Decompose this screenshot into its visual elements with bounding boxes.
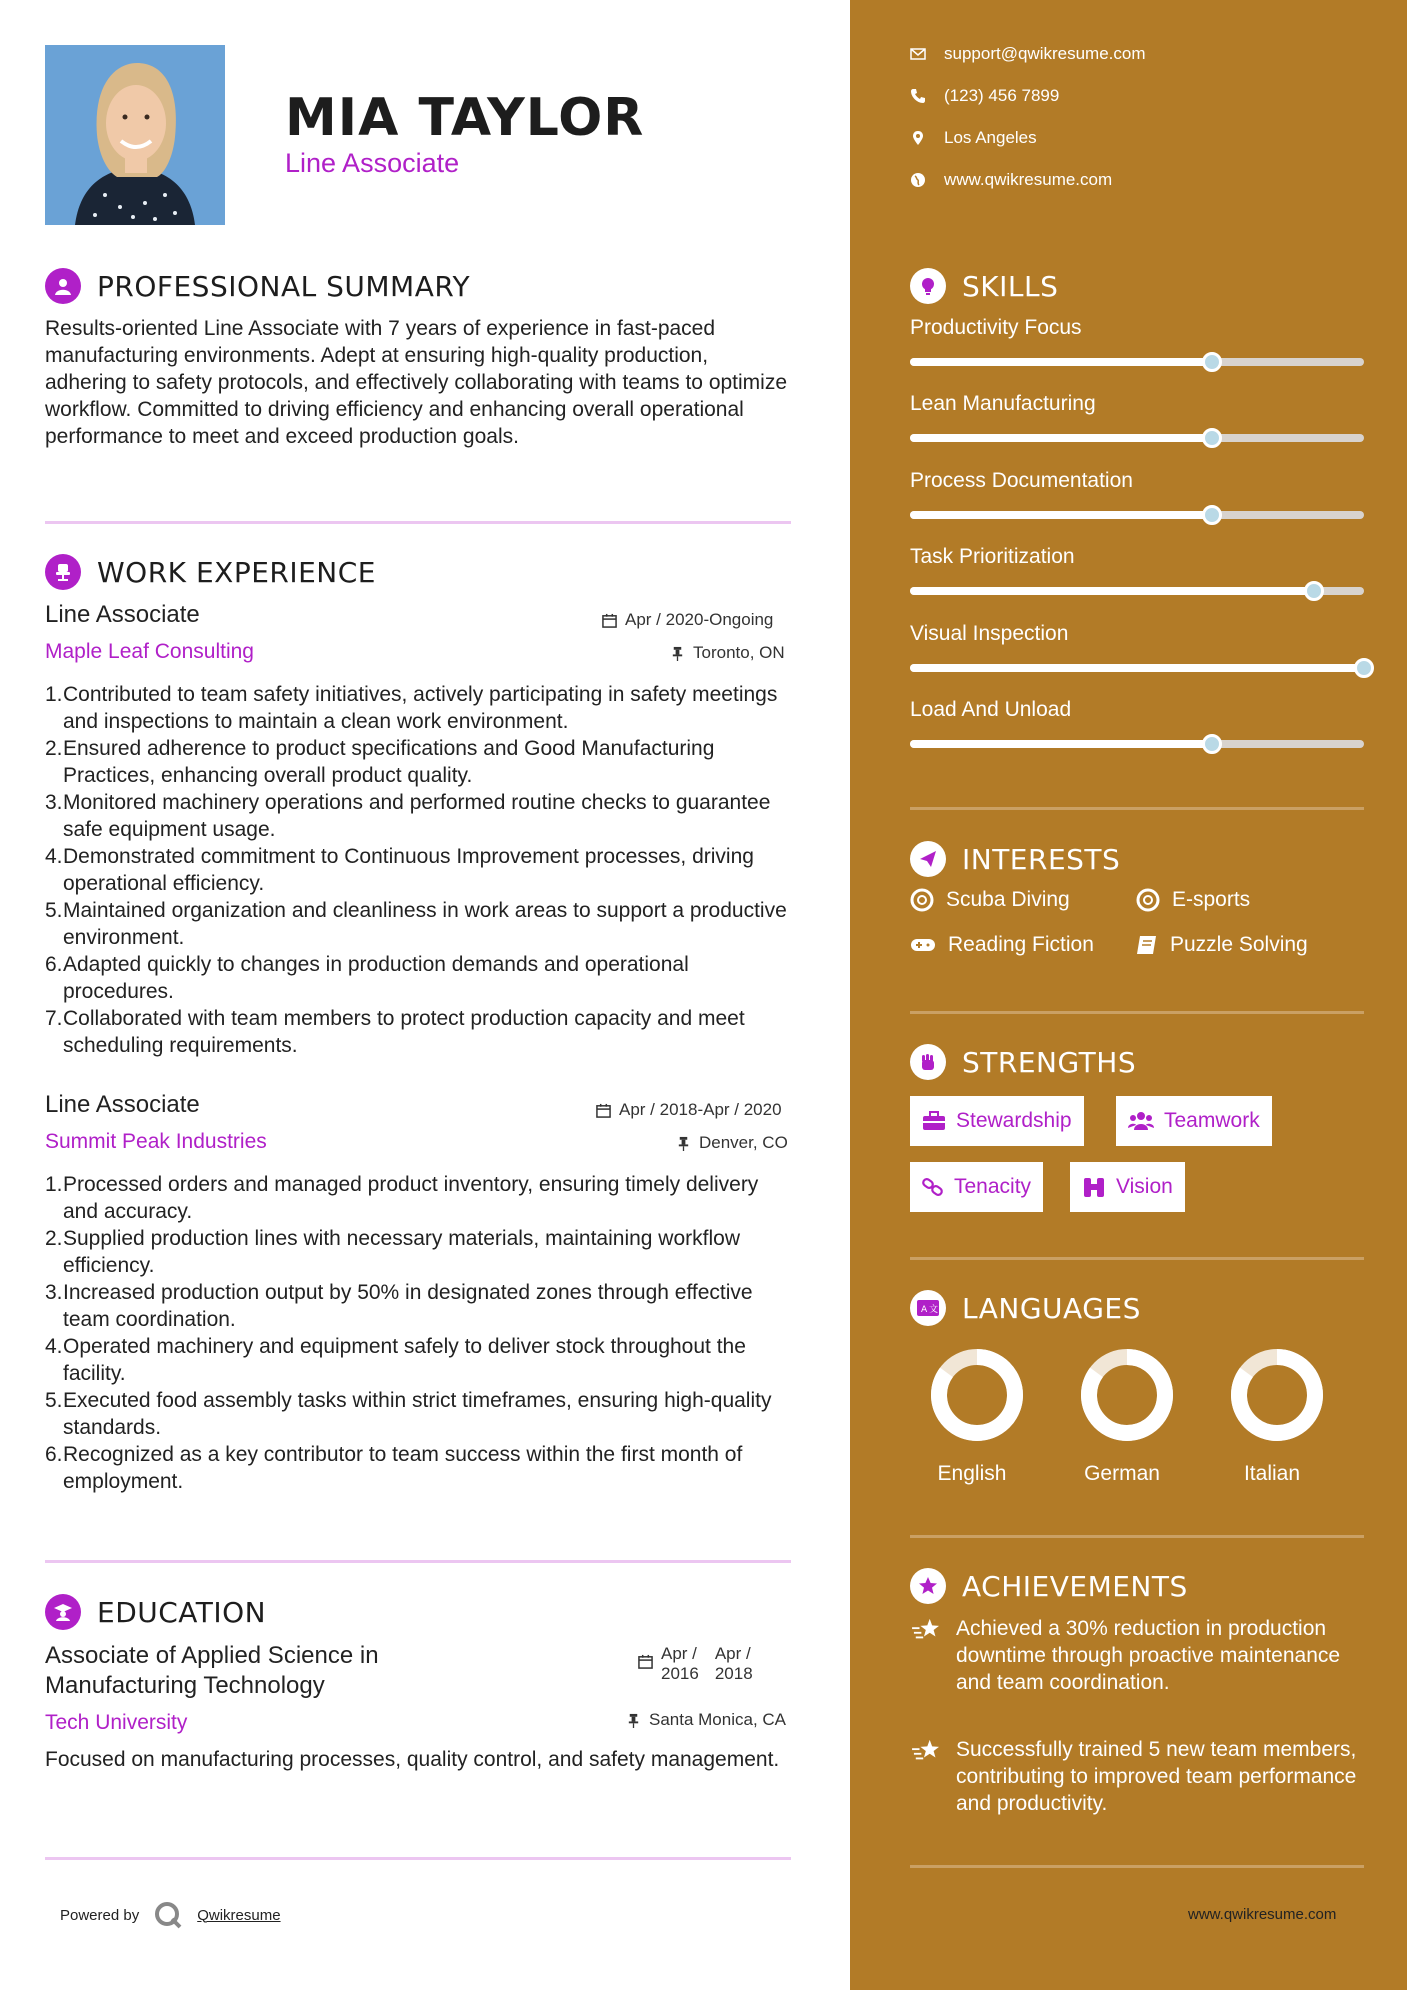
strengths-heading bbox=[910, 1044, 1136, 1080]
language-ring bbox=[1077, 1345, 1177, 1445]
achievement-text: Achieved a 30% reduction in production downtime through proactive maintenance and team coordination. bbox=[956, 1617, 1341, 1694]
skill-name: Process Documentation bbox=[910, 469, 1133, 492]
skill-item bbox=[910, 698, 1364, 748]
list-item: 2. Ensured adherence to product specifications and Good Manufacturing Practices, enhancing overall product quality. bbox=[45, 737, 715, 787]
interest-label: E-sports bbox=[1172, 888, 1251, 911]
strengths-heading-text: STRENGTHS bbox=[962, 1045, 1137, 1079]
skill-name: Lean Manufacturing bbox=[910, 392, 1096, 415]
education-dates bbox=[638, 1644, 753, 1684]
skill-knob bbox=[1202, 428, 1222, 448]
language-item bbox=[1212, 1345, 1332, 1486]
strength-label: Vision bbox=[1116, 1175, 1173, 1198]
job-1-location-text: Toronto, ON bbox=[693, 643, 785, 662]
list-item: 2. Supplied production lines with necessary materials, maintaining workflow efficiency. bbox=[45, 1227, 740, 1277]
skill-track bbox=[910, 587, 1364, 595]
strength-label: Tenacity bbox=[954, 1175, 1032, 1198]
job-1-dates-text: Apr / 2020-Ongoing bbox=[625, 610, 774, 629]
education-end-month: Apr / bbox=[714, 1644, 751, 1663]
skill-knob bbox=[1202, 352, 1222, 372]
list-item: 4. Demonstrated commitment to Continuous Improvement processes, driving operational efficiency. bbox=[45, 845, 754, 895]
job-2-dates bbox=[596, 1100, 782, 1120]
skill-knob bbox=[1202, 505, 1222, 525]
map-marker-icon bbox=[910, 130, 926, 146]
skill-knob bbox=[1202, 734, 1222, 754]
education-start-month: Apr / bbox=[661, 1644, 697, 1663]
degree bbox=[45, 1641, 379, 1701]
summary-text: Results-oriented Line Associate with 7 years of experience in fast-paced manufacturing environments. Adept at ensuring high-quality production, adhering to safety protocols, and effectively collaborating with teams to optimize workflow. Committed to driving efficiency and enhancing overall operational performance to meet and exceed production goals. bbox=[45, 317, 788, 448]
divider bbox=[45, 521, 791, 524]
summary-heading-text: PROFESSIONAL SUMMARY bbox=[97, 269, 471, 303]
binoculars-icon bbox=[1082, 1176, 1106, 1198]
list-item: 5. Maintained organization and cleanliness in work areas to support a productive environment. bbox=[45, 899, 787, 949]
skill-track bbox=[910, 664, 1364, 672]
svg-text:文: 文 bbox=[929, 1305, 939, 1315]
powered-by bbox=[60, 1900, 281, 1930]
skill-name: Productivity Focus bbox=[910, 316, 1082, 339]
skill-item bbox=[910, 622, 1364, 672]
divider bbox=[910, 1535, 1364, 1538]
contact-website-text: www.qwikresume.com bbox=[944, 170, 1113, 189]
calendar-icon bbox=[638, 1654, 653, 1669]
skills-heading bbox=[910, 268, 1058, 304]
achievement-item bbox=[910, 1615, 1364, 1696]
skill-fill bbox=[910, 740, 1212, 748]
translate-icon bbox=[910, 1290, 946, 1326]
skill-track bbox=[910, 740, 1364, 748]
strength-label: Teamwork bbox=[1164, 1109, 1260, 1132]
experience-heading bbox=[45, 554, 376, 590]
job-1-title: Line Associate bbox=[45, 601, 200, 628]
skill-knob bbox=[1354, 658, 1374, 678]
strength-badge bbox=[1070, 1162, 1185, 1212]
education-description: Focused on manufacturing processes, quality control, and safety management. bbox=[45, 1748, 780, 1771]
sidebar bbox=[850, 0, 1407, 1990]
education-heading-text: EDUCATION bbox=[97, 1595, 267, 1629]
language-ring bbox=[927, 1345, 1027, 1445]
divider bbox=[910, 1257, 1364, 1260]
job-2-dates-text: Apr / 2018-Apr / 2020 bbox=[619, 1100, 782, 1119]
interest-item bbox=[910, 888, 1070, 912]
lightbulb-icon bbox=[910, 268, 946, 304]
achievements-heading bbox=[910, 1568, 1188, 1604]
lifebuoy-icon bbox=[910, 888, 934, 912]
school-name: Tech University bbox=[45, 1711, 188, 1734]
skill-track bbox=[910, 511, 1364, 519]
interest-label: Reading Fiction bbox=[948, 933, 1094, 956]
list-item: 3. Monitored machinery operations and performed routine checks to guarantee safe equipment usage. bbox=[45, 791, 771, 841]
list-item: 7. Collaborated with team members to protect production capacity and meet scheduling requirements. bbox=[45, 1007, 745, 1057]
skill-fill bbox=[910, 511, 1212, 519]
job-2-location bbox=[676, 1133, 788, 1153]
paper-plane-icon bbox=[910, 841, 946, 877]
job-1-company: Maple Leaf Consulting bbox=[45, 640, 254, 663]
list-item: 6. Adapted quickly to changes in production demands and operational procedures. bbox=[45, 953, 689, 1003]
interest-item bbox=[910, 933, 1094, 957]
strength-badge bbox=[1116, 1096, 1272, 1146]
contact-location bbox=[910, 128, 1037, 148]
fist-icon bbox=[910, 1044, 946, 1080]
achievement-item bbox=[910, 1736, 1364, 1817]
skill-fill bbox=[910, 434, 1212, 442]
language-item bbox=[1062, 1345, 1182, 1486]
briefcase-icon bbox=[922, 1111, 946, 1131]
pin-icon bbox=[676, 1136, 691, 1151]
qwikresume-logo-icon bbox=[153, 1900, 183, 1930]
star-icon bbox=[910, 1568, 946, 1604]
interest-item bbox=[1136, 933, 1308, 957]
candidate-name: MIA TAYLOR bbox=[285, 88, 645, 148]
interest-item bbox=[1136, 888, 1250, 912]
language-ring bbox=[1227, 1345, 1327, 1445]
pin-icon bbox=[626, 1713, 641, 1728]
skill-name: Task Prioritization bbox=[910, 545, 1075, 568]
lifebuoy-icon bbox=[1136, 888, 1160, 912]
gamepad-icon bbox=[910, 935, 936, 955]
education-location bbox=[626, 1710, 786, 1730]
education-heading bbox=[45, 1594, 266, 1630]
language-name: English bbox=[937, 1462, 1007, 1485]
job-2-bullets bbox=[45, 1171, 795, 1495]
summary-heading bbox=[45, 268, 470, 304]
skill-fill bbox=[910, 587, 1314, 595]
skill-item bbox=[910, 316, 1364, 366]
pin-icon bbox=[670, 646, 685, 661]
envelope-icon bbox=[910, 46, 926, 62]
interests-heading bbox=[910, 841, 1120, 877]
divider bbox=[910, 1011, 1364, 1014]
contact-phone-text: (123) 456 7899 bbox=[944, 86, 1060, 105]
list-item: 1. Contributed to team safety initiatives, actively participating in safety meetings and inspections to maintain a clean work environment. bbox=[45, 683, 778, 733]
achievement-text: Successfully trained 5 new team members, contributing to improved team performance and productivity. bbox=[956, 1738, 1357, 1815]
powered-by-label: Powered by bbox=[60, 1906, 140, 1924]
languages-heading bbox=[910, 1290, 1141, 1326]
skill-track bbox=[910, 434, 1364, 442]
strength-label: Stewardship bbox=[956, 1109, 1072, 1132]
strength-badge bbox=[910, 1096, 1084, 1146]
skill-item bbox=[910, 545, 1364, 595]
contact-phone bbox=[910, 86, 1059, 106]
degree-line-1: Associate of Applied Science in bbox=[45, 1642, 379, 1669]
list-item: 4. Operated machinery and equipment safely to deliver stock throughout the facility. bbox=[45, 1335, 746, 1385]
interests-heading-text: INTERESTS bbox=[962, 842, 1121, 876]
job-2-title: Line Associate bbox=[45, 1091, 200, 1118]
job-1-dates bbox=[602, 610, 773, 630]
candidate-title: Line Associate bbox=[285, 148, 460, 178]
list-item: 1. Processed orders and managed product inventory, ensuring timely delivery and accuracy. bbox=[45, 1173, 759, 1223]
interest-label: Scuba Diving bbox=[946, 888, 1070, 911]
job-2-company: Summit Peak Industries bbox=[45, 1130, 267, 1153]
chair-icon bbox=[45, 554, 81, 590]
book-icon bbox=[1136, 934, 1158, 956]
shooting-star-icon bbox=[910, 1736, 942, 1764]
svg-text:A: A bbox=[921, 1305, 928, 1315]
skill-track bbox=[910, 358, 1364, 366]
shooting-star-icon bbox=[910, 1615, 942, 1643]
calendar-icon bbox=[602, 613, 617, 628]
education-start bbox=[661, 1644, 699, 1684]
user-icon bbox=[45, 268, 81, 304]
calendar-icon bbox=[596, 1103, 611, 1118]
divider bbox=[45, 1857, 791, 1860]
phone-icon bbox=[910, 88, 926, 104]
list-item: 6. Recognized as a key contributor to team success within the first month of employment. bbox=[45, 1443, 743, 1493]
contact-website bbox=[910, 170, 1112, 190]
interest-label: Puzzle Solving bbox=[1170, 933, 1308, 956]
job-2-location-text: Denver, CO bbox=[699, 1133, 788, 1152]
divider bbox=[910, 807, 1364, 810]
profile-photo bbox=[45, 45, 225, 225]
contact-location-text: Los Angeles bbox=[944, 128, 1037, 147]
achievements-heading-text: ACHIEVEMENTS bbox=[962, 1569, 1188, 1603]
education-location-text: Santa Monica, CA bbox=[649, 1710, 787, 1729]
divider bbox=[910, 1865, 1364, 1868]
skill-item bbox=[910, 392, 1364, 442]
skills-heading-text: SKILLS bbox=[962, 269, 1059, 303]
languages-heading-text: LANGUAGES bbox=[962, 1291, 1141, 1325]
link-icon bbox=[922, 1176, 944, 1198]
contact-email-text: support@qwikresume.com bbox=[944, 44, 1146, 63]
skill-fill bbox=[910, 358, 1212, 366]
footer-site[interactable]: www.qwikresume.com bbox=[1188, 1906, 1337, 1923]
language-item bbox=[912, 1345, 1032, 1486]
qwikresume-link[interactable]: Qwikresume bbox=[197, 1906, 281, 1924]
users-icon bbox=[1128, 1111, 1154, 1131]
skill-item bbox=[910, 469, 1364, 519]
divider bbox=[45, 1560, 791, 1563]
experience-heading-text: WORK EXPERIENCE bbox=[97, 555, 376, 589]
language-name: Italian bbox=[1243, 1462, 1301, 1485]
list-item: 3. Increased production output by 50% in designated zones through effective team coordination. bbox=[45, 1281, 753, 1331]
list-item: 5. Executed food assembly tasks within strict timeframes, ensuring high-quality standards. bbox=[45, 1389, 772, 1439]
contact-email bbox=[910, 44, 1146, 64]
skill-name: Visual Inspection bbox=[910, 622, 1069, 645]
job-1-location bbox=[670, 643, 785, 663]
education-end bbox=[715, 1644, 753, 1684]
education-end-year: 2018 bbox=[714, 1664, 753, 1683]
graduate-icon bbox=[45, 1594, 81, 1630]
globe-icon bbox=[910, 172, 926, 188]
job-1-bullets bbox=[45, 681, 795, 1059]
skill-fill bbox=[910, 664, 1364, 672]
education-start-year: 2016 bbox=[661, 1664, 699, 1683]
language-name: German bbox=[1084, 1462, 1160, 1485]
skill-knob bbox=[1304, 581, 1324, 601]
strength-badge bbox=[910, 1162, 1043, 1212]
skill-name: Load And Unload bbox=[910, 698, 1072, 721]
degree-line-2: Manufacturing Technology bbox=[45, 1672, 325, 1699]
